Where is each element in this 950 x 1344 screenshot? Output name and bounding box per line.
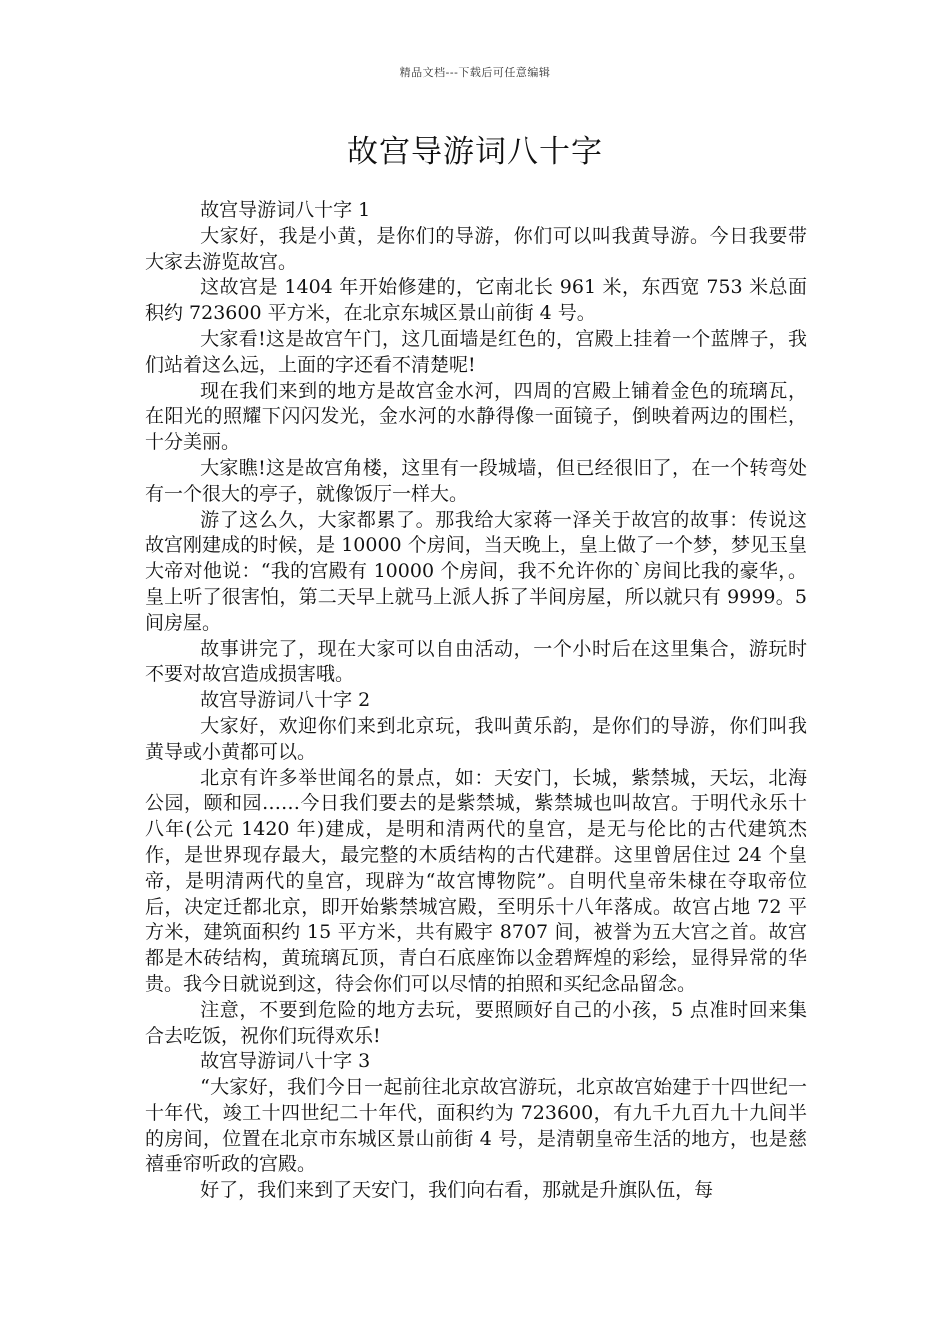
paragraph: 故事讲完了，现在大家可以自由活动，一个小时后在这里集合，游玩时不要对故宫造成损害哦。 <box>145 637 807 686</box>
paragraph: 现在我们来到的地方是故宫金水河，四周的宫殿上铺着金色的琉璃瓦，在阳光的照耀下闪闪发光，金水河的水静得像一面镜子，倒映着两边的围栏，十分美丽。 <box>145 379 807 454</box>
section-heading: 故宫导游词八十字 3 <box>200 1050 371 1073</box>
section-heading: 故宫导游词八十字 2 <box>200 689 371 712</box>
paragraph: 大家好，欢迎你们来到北京玩，我叫黄乐韵，是你们的导游，你们叫我黄导或小黄都可以。 <box>145 714 807 763</box>
paragraph: 大家瞧!这是故宫角楼，这里有一段城墙，但已经很旧了，在一个转弯处有一个很大的亭子，就像饭厅一样大。 <box>145 456 807 505</box>
document-body <box>145 198 807 1204</box>
section-heading: 故宫导游词八十字 1 <box>200 199 371 221</box>
paragraph: 好了，我们来到了天安门，我们向右看，那就是升旗队伍，每 <box>200 1179 714 1202</box>
document-title: 故宫导游词八十字 <box>347 134 603 170</box>
paragraph: 大家好，我是小黄，是你们的导游，你们可以叫我黄导游。今日我要带大家去游览故宫。 <box>145 224 807 273</box>
paragraph: 注意，不要到危险的地方去玩，要照顾好自己的小孩，5 点准时回来集合去吃饭，祝你们玩得欢乐! <box>145 998 807 1047</box>
paragraph: 北京有许多举世闻名的景点，如：天安门，长城，紫禁城，天坛，北海公园，颐和园……今日我们要去的是紫禁城，紫禁城也叫故宫。于明代永乐十八年(公元 1420 年)建成，是明和清两代的皇宫，是无与伦比的古代建筑杰作，是世界现存最大，最完整的木质结构的古代建群。这里曾居住过 24 个皇帝，是明清两代的皇宫，现辟为“故宫博物院”。自明代皇帝朱棣在夺取帝位后，决定迁都北京，即开始紫禁城宫殿，至明乐十八年落成。故宫占地 72 平方米，建筑面积约 15 平方米，共有殿宇 8707 间，被誉为五大宫之首。故宫都是木砖结构，黄琉璃瓦顶，青白石底座饰以金碧辉煌的彩绘，显得异常的华贵。我今日就说到这，待会你们可以尽情的拍照和买纪念品留念。 <box>145 766 807 995</box>
paragraph: 游了这么久，大家都累了。那我给大家蒋一泽关于故宫的故事：传说这故宫刚建成的时候，是 10000 个房间，当天晚上，皇上做了一个梦，梦见玉皇大帝对他说：“我的宫殿有 10000 个房间，我不允许你的`房间比我的豪华，。皇上听了很害怕，第二天早上就马上派人拆了半间房屋，所以就只有 9999。5 间房屋。 <box>145 508 807 634</box>
paragraph: 大家看!这是故宫午门，这几面墙是红色的，宫殿上挂着一个蓝牌子，我们站着这么远，上面的字还看不清楚呢! <box>145 327 807 376</box>
paragraph: 这故宫是 1404 年开始修建的，它南北长 961 米，东西宽 753 米总面积约 723600 平方米，在北京东城区景山前街 4 号。 <box>145 276 807 325</box>
paragraph: “大家好，我们今日一起前往北京故宫游玩，北京故宫始建于十四世纪一十年代，竣工十四世纪二十年代，面积约为 723600，有九千九百九十九间半的房间，位置在北京市东城区景山前街 4 号，是清朝皇帝生活的地方，也是慈禧垂帘听政的宫殿。 <box>145 1076 807 1176</box>
page-header: 精品文档---下载后可任意编辑 <box>399 66 551 79</box>
